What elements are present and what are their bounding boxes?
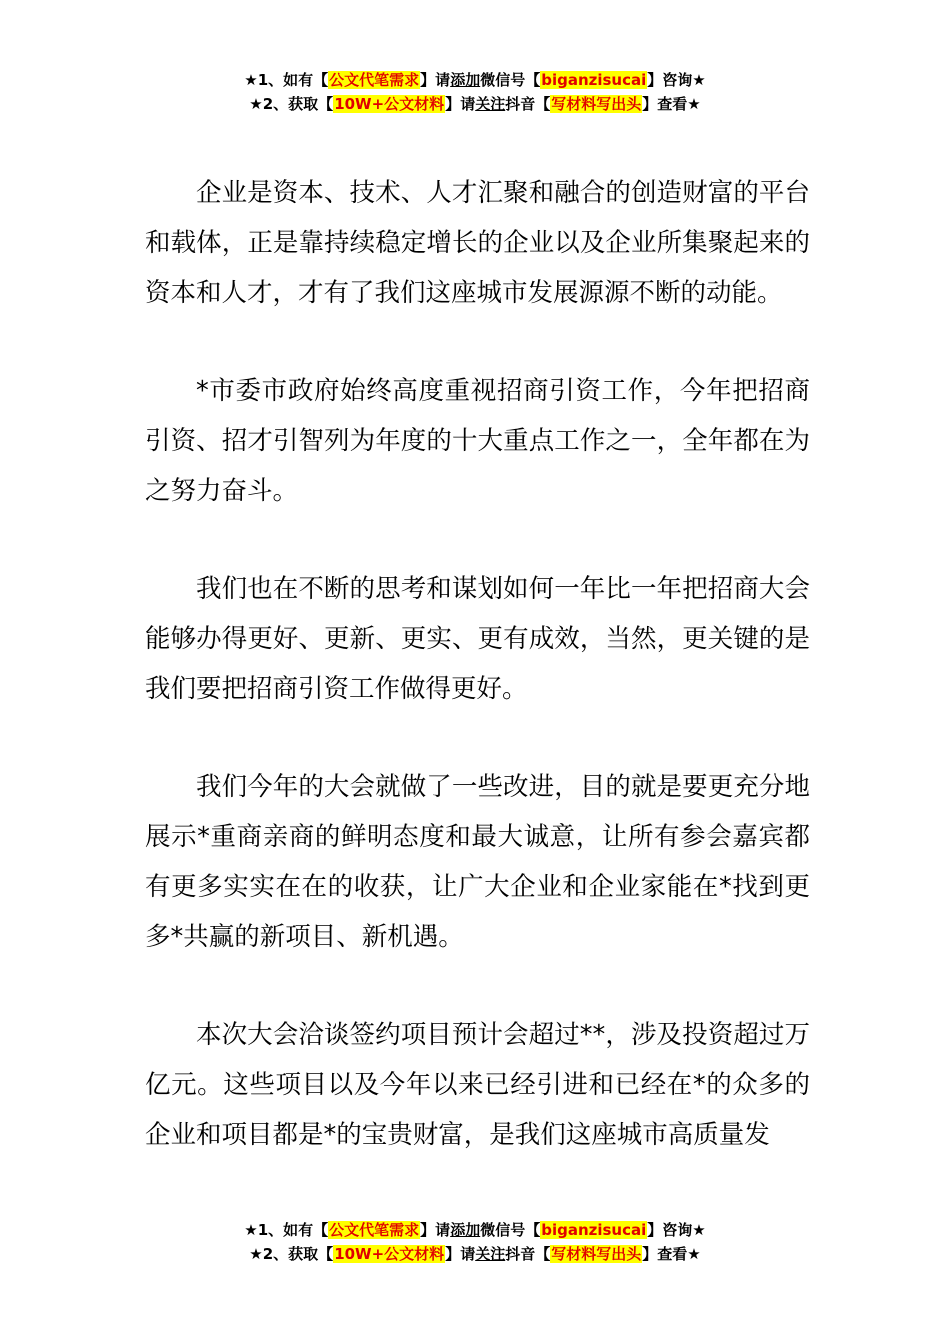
highlight-douyin: 写材料写出头 — [551, 1245, 642, 1263]
highlight-wechat-id: biganzisucai — [541, 1221, 647, 1239]
highlight-wechat-id: biganzisucai — [541, 71, 647, 89]
paragraph-1: 企业是资本、技术、人才汇聚和融合的创造财富的平台和载体，正是靠持续稳定增长的企业以及企业所集聚起来的资本和人才，才有了我们这座城市发展源源不断的动能。 — [145, 178, 810, 308]
highlight-douyin: 写材料写出头 — [551, 95, 642, 113]
highlight-service: 公文代笔需求 — [329, 1221, 420, 1239]
document-body — [145, 168, 810, 1208]
highlight-materials: 10W+公文材料 — [334, 1245, 445, 1263]
header-banner — [0, 68, 950, 116]
paragraph-2: *市委市政府始终高度重视招商引资工作，今年把招商引资、招才引智列为年度的十大重点工作之一，全年都在为之努力奋斗。 — [145, 376, 810, 506]
footer-line-2: ★2、获取【10W+公文材料】请关注抖音【写材料写出头】查看★ — [249, 1245, 701, 1263]
paragraph-5: 本次大会洽谈签约项目预计会超过**，涉及投资超过万亿元。这些项目以及今年以来已经引进和已经在*的众多的企业和项目都是*的宝贵财富，是我们这座城市高质量发 — [145, 1020, 810, 1150]
footer-line-1: ★1、如有【公文代笔需求】请添加微信号【biganzisucai】咨询★ — [244, 1221, 706, 1239]
paragraph-3: 我们也在不断的思考和谋划如何一年比一年把招商大会能够办得更好、更新、更实、更有成效，当然，更关键的是我们要把招商引资工作做得更好。 — [145, 574, 810, 704]
footer-banner — [0, 1218, 950, 1266]
banner-line-2: ★2、获取【10W+公文材料】请关注抖音【写材料写出头】查看★ — [249, 95, 701, 113]
paragraph-4: 我们今年的大会就做了一些改进，目的就是要更充分地展示*重商亲商的鲜明态度和最大诚意，让所有参会嘉宾都有更多实实在在的收获，让广大企业和企业家能在*找到更多*共赢的新项目、新机遇。 — [145, 772, 810, 952]
highlight-service: 公文代笔需求 — [329, 71, 420, 89]
highlight-materials: 10W+公文材料 — [334, 95, 445, 113]
banner-line-1: ★1、如有【公文代笔需求】请添加微信号【biganzisucai】咨询★ — [244, 71, 706, 89]
